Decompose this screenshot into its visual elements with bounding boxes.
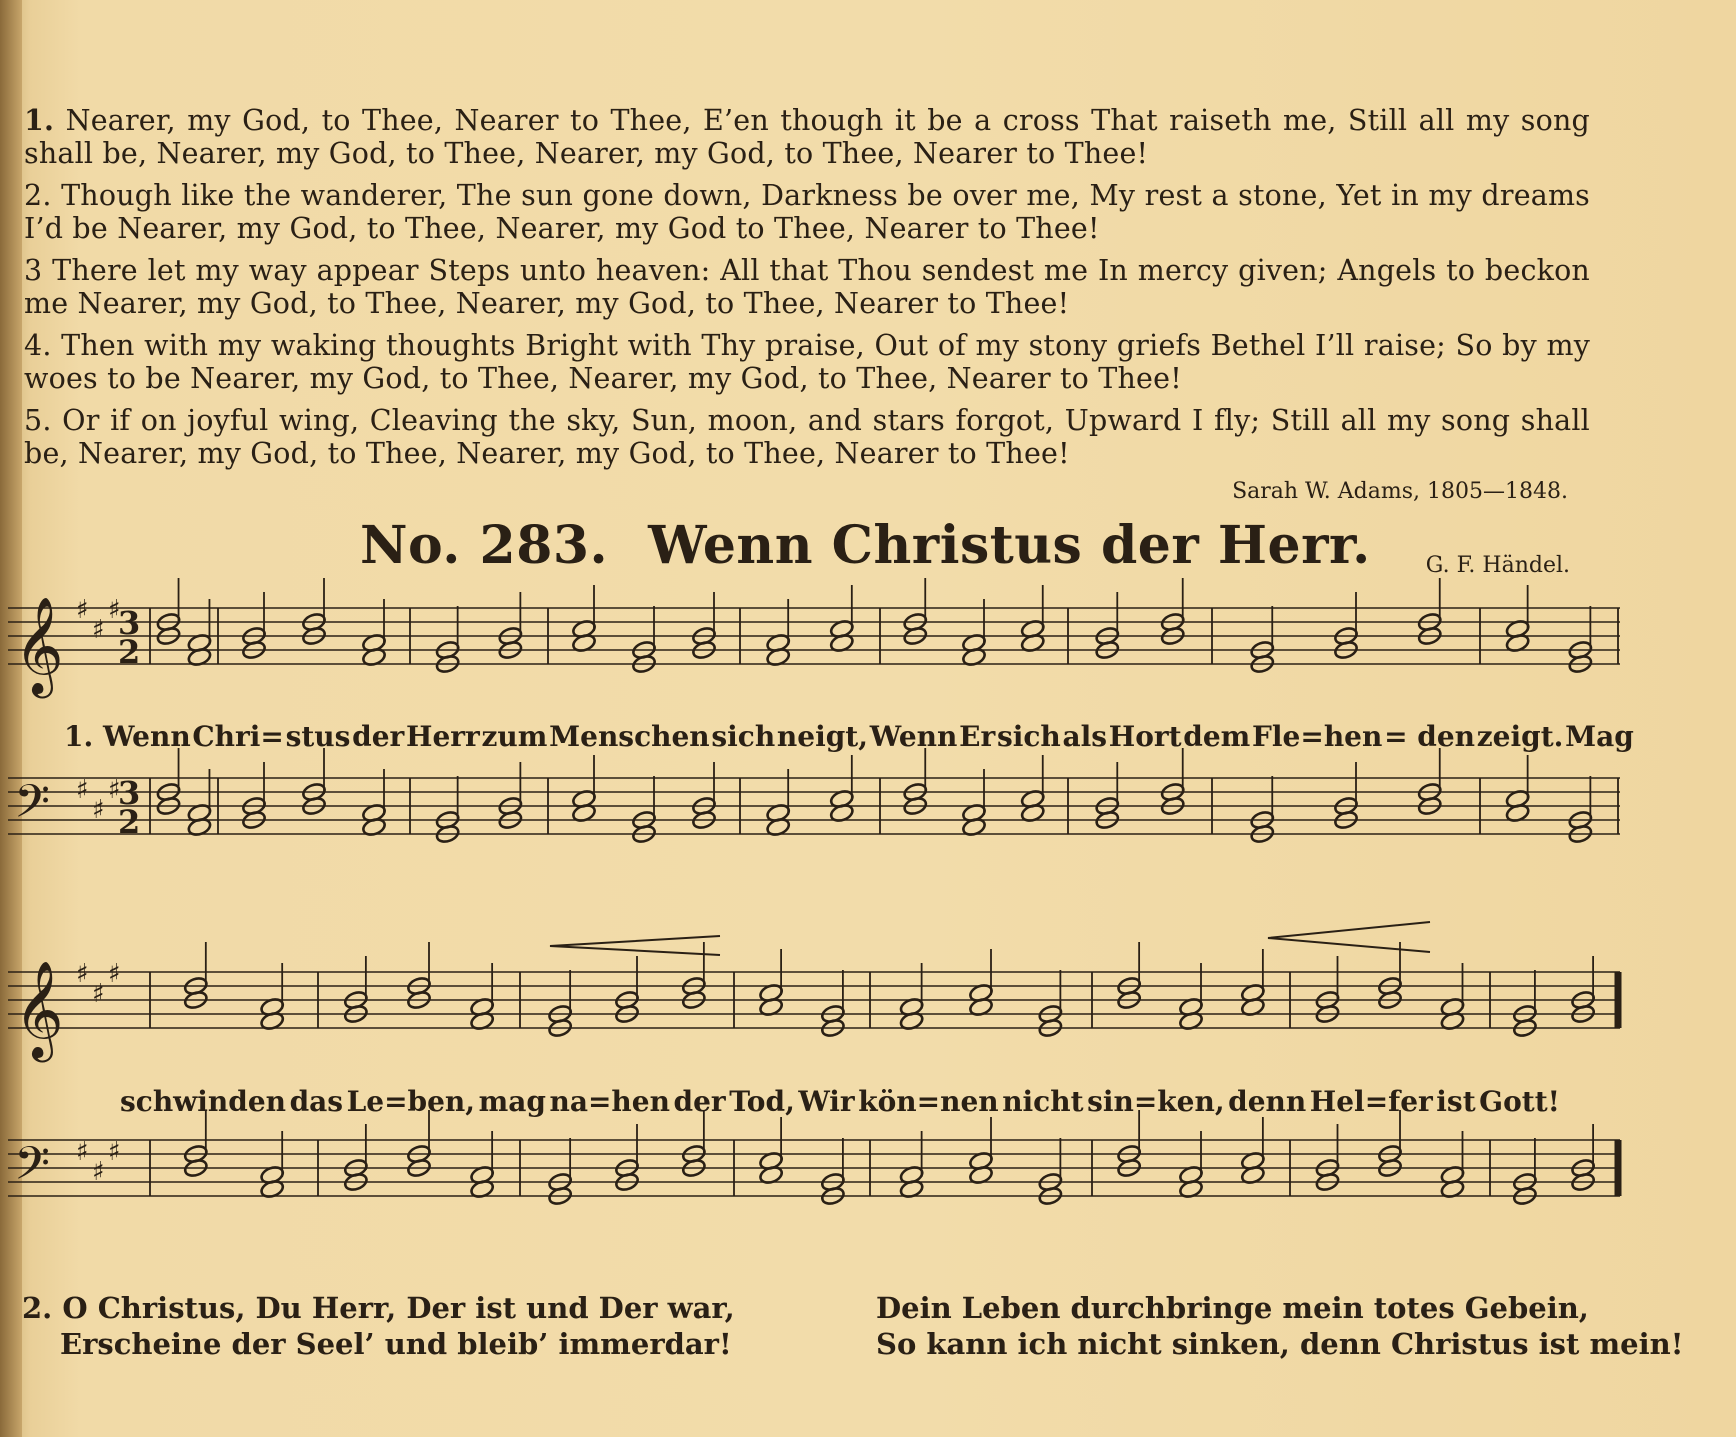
- lyrics-line-1: [64, 720, 1634, 753]
- verse-number: 2.: [24, 179, 52, 212]
- lyric-syllable: das: [289, 1085, 344, 1118]
- lyric-syllable: Fle=hen: [1252, 720, 1383, 753]
- lyric-syllable: Mag: [1565, 720, 1634, 753]
- lyric-syllable: der: [352, 720, 405, 753]
- lyric-syllable: Hort: [1108, 720, 1182, 753]
- lyric-syllable: ist: [1436, 1085, 1476, 1118]
- lyric-syllable: nicht: [1002, 1085, 1084, 1118]
- lyric-syllable: na=hen: [549, 1085, 670, 1118]
- verse-number: 5.: [24, 404, 52, 437]
- lyric-syllable: denn: [1228, 1085, 1307, 1118]
- verse-number: 4.: [24, 329, 52, 362]
- verse2-right-line-2: So kann ich nicht sinken, denn Christus ist mein!: [876, 1327, 1684, 1361]
- verse-text: Though like the wanderer, The sun gone down, Darkness be over me, My rest a stone, Yet in my dreams I’d be Nearer, my God, to Thee, Nearer, my God to Thee, Nearer to Thee!: [24, 179, 1590, 245]
- verse-text: Or if on joyful wing, Cleaving the sky, Sun, moon, and stars forgot, Upward I fly; Still all my song shall be, Nearer, my God, to Thee, Nearer, my God, to Thee, Nearer to Thee!: [24, 404, 1590, 470]
- lyric-syllable: = den: [1384, 720, 1476, 753]
- verse-text: Nearer, my God, to Thee, Nearer to Thee, E’en though it be a cross That raiseth me, Still all my song shall be, Nearer, my God, to Thee, Nearer, my God, to Thee, Nearer to Thee!: [24, 104, 1590, 170]
- lyric-syllable: zeigt.: [1476, 720, 1564, 753]
- lyric-syllable: Wir: [798, 1085, 855, 1118]
- lyric-syllable: Herr: [406, 720, 480, 753]
- german-verse-2-right: [876, 1290, 1683, 1362]
- time-signature-bottom: 2: [118, 633, 141, 671]
- lyric-syllable: 1. Wenn: [64, 720, 191, 753]
- treble-clef-icon: 𝄞: [14, 596, 64, 694]
- lyric-syllable: Menschen: [549, 720, 710, 753]
- lyric-syllable: sin=ken,: [1087, 1085, 1225, 1118]
- lyric-syllable: der: [673, 1085, 726, 1118]
- lyric-syllable: neigt,: [776, 720, 868, 753]
- verse-text: There let my way appear Steps unto heaven: All that Thou sendest me In mercy given; Angels to beckon me Nearer, my God, to Thee, Nearer, my God, to Thee, Nearer to Thee!: [24, 254, 1590, 320]
- verse2-left-line-1: 2. O Christus, Du Herr, Der ist und Der war,: [22, 1291, 735, 1325]
- crescendo-hairpin: [550, 936, 720, 955]
- sharp-icon: ♯: [92, 615, 105, 645]
- crescendo-hairpin: [1268, 922, 1430, 952]
- lyric-syllable: zum: [481, 720, 548, 753]
- author-attribution: Sarah W. Adams, 1805—1848.: [1232, 479, 1568, 504]
- sharp-icon: ♯: [108, 959, 121, 989]
- time-signature-top: 3: [118, 774, 141, 812]
- verse-number: 1.: [24, 103, 55, 137]
- verse2-right-line-1: Dein Leben durchbringe mein totes Gebein,: [876, 1291, 1589, 1325]
- lyric-syllable: Chri=: [192, 720, 284, 753]
- lyric-syllable: sich: [711, 720, 776, 753]
- sharp-icon: ♯: [92, 795, 105, 825]
- sharp-icon: ♯: [76, 1137, 89, 1167]
- lyric-syllable: Wenn: [869, 720, 958, 753]
- sharp-icon: ♯: [76, 595, 89, 625]
- verse-text: Then with my waking thoughts Bright with Thy praise, Out of my stony griefs Bethel I’ll raise; So by my woes to be Nearer, my God, to Thee, Nearer, my God, to Thee, Nearer to Thee!: [24, 329, 1591, 395]
- lyric-syllable: sich: [996, 720, 1061, 753]
- german-verse-2-left: [22, 1290, 735, 1362]
- bass-clef-icon: 𝄢: [14, 775, 51, 840]
- composer: G. F. Händel.: [1425, 553, 1570, 578]
- time-signature-top: 3: [118, 604, 141, 642]
- lyrics-line-2: [120, 1085, 1560, 1118]
- sharp-icon: ♯: [108, 595, 121, 625]
- lyric-syllable: dem: [1183, 720, 1251, 753]
- treble-clef-icon: 𝄞: [14, 960, 64, 1058]
- lyric-syllable: Er: [959, 720, 996, 753]
- bass-clef-icon: 𝄢: [14, 1137, 51, 1202]
- lyric-syllable: stus: [285, 720, 351, 753]
- sharp-icon: ♯: [108, 775, 121, 805]
- lyric-syllable: schwinden: [120, 1085, 287, 1118]
- lyric-syllable: Gott!: [1479, 1085, 1560, 1118]
- lyric-syllable: Hel=fer: [1309, 1085, 1433, 1118]
- verse2-left-line-2: Erscheine der Seel’ und bleib’ immerdar!: [60, 1327, 732, 1361]
- sharp-icon: ♯: [108, 1137, 121, 1167]
- lyric-syllable: Le=ben,: [346, 1085, 476, 1118]
- sharp-icon: ♯: [92, 979, 105, 1009]
- lyric-syllable: mag: [478, 1085, 546, 1118]
- lyric-syllable: als: [1062, 720, 1108, 753]
- hymn-name: Wenn Christus der Herr.: [648, 515, 1371, 576]
- lyric-syllable: Tod,: [729, 1085, 795, 1118]
- sharp-icon: ♯: [76, 775, 89, 805]
- lyric-syllable: kön=nen: [858, 1085, 999, 1118]
- sharp-icon: ♯: [92, 1157, 105, 1187]
- verse-number: 3: [24, 254, 43, 287]
- time-signature-bottom: 2: [118, 803, 141, 841]
- hymn-number: No. 283.: [360, 515, 609, 576]
- sharp-icon: ♯: [76, 959, 89, 989]
